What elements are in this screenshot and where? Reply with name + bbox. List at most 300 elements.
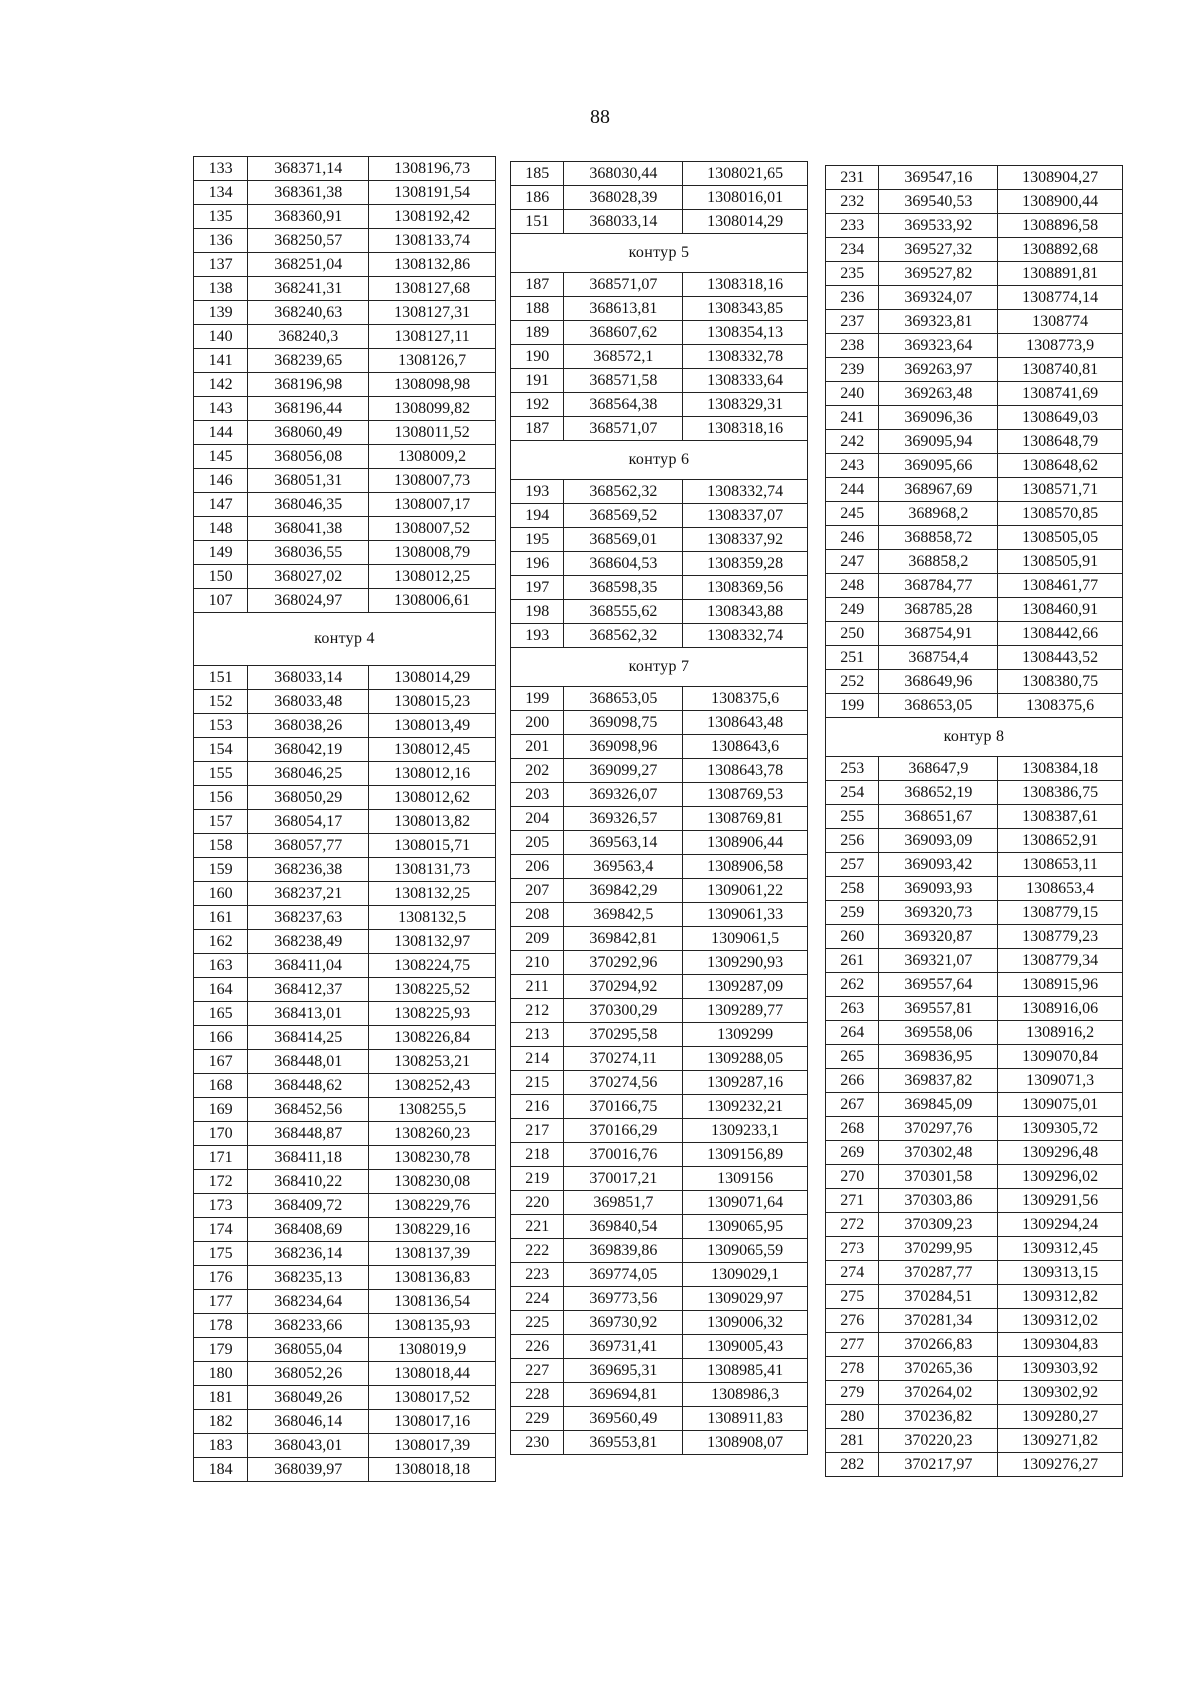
table-row bbox=[826, 925, 1123, 949]
table-row bbox=[511, 186, 808, 210]
y-coordinate: 1308648,79 bbox=[998, 430, 1123, 454]
x-coordinate: 368024,97 bbox=[248, 589, 369, 613]
y-coordinate: 1308015,71 bbox=[369, 834, 496, 858]
point-number: 241 bbox=[826, 406, 879, 430]
y-coordinate: 1309065,95 bbox=[683, 1215, 808, 1239]
point-number: 225 bbox=[511, 1311, 564, 1335]
table-row bbox=[511, 1143, 808, 1167]
x-coordinate: 368052,26 bbox=[248, 1362, 369, 1386]
point-number: 191 bbox=[511, 369, 564, 393]
table-row bbox=[194, 714, 496, 738]
y-coordinate: 1308017,39 bbox=[369, 1434, 496, 1458]
point-number: 260 bbox=[826, 925, 879, 949]
point-number: 278 bbox=[826, 1357, 879, 1381]
x-coordinate: 368564,38 bbox=[564, 393, 683, 417]
table-row bbox=[194, 1362, 496, 1386]
y-coordinate: 1309071,64 bbox=[683, 1191, 808, 1215]
point-number: 213 bbox=[511, 1023, 564, 1047]
y-coordinate: 1308643,48 bbox=[683, 711, 808, 735]
table-row bbox=[826, 1285, 1123, 1309]
table-row bbox=[826, 646, 1123, 670]
table-row bbox=[511, 600, 808, 624]
point-number: 168 bbox=[194, 1074, 248, 1098]
y-coordinate: 1308774,14 bbox=[998, 286, 1123, 310]
point-number: 203 bbox=[511, 783, 564, 807]
x-coordinate: 368413,01 bbox=[248, 1002, 369, 1026]
point-number: 224 bbox=[511, 1287, 564, 1311]
x-coordinate: 368569,52 bbox=[564, 504, 683, 528]
y-coordinate: 1308906,58 bbox=[683, 855, 808, 879]
table-row bbox=[826, 781, 1123, 805]
point-number: 230 bbox=[511, 1431, 564, 1455]
point-number: 193 bbox=[511, 480, 564, 504]
table-row bbox=[826, 1117, 1123, 1141]
x-coordinate: 370264,02 bbox=[879, 1381, 998, 1405]
point-number: 185 bbox=[511, 162, 564, 186]
point-number: 141 bbox=[194, 349, 248, 373]
x-coordinate: 368251,04 bbox=[248, 253, 369, 277]
y-coordinate: 1308892,68 bbox=[998, 238, 1123, 262]
x-coordinate: 368414,25 bbox=[248, 1026, 369, 1050]
y-coordinate: 1308318,16 bbox=[683, 273, 808, 297]
table-row bbox=[826, 757, 1123, 781]
point-number: 184 bbox=[194, 1458, 248, 1482]
point-number: 280 bbox=[826, 1405, 879, 1429]
x-coordinate: 368572,1 bbox=[564, 345, 683, 369]
y-coordinate: 1308224,75 bbox=[369, 954, 496, 978]
table-row bbox=[194, 1458, 496, 1482]
point-number: 139 bbox=[194, 301, 248, 325]
table-row bbox=[511, 1167, 808, 1191]
y-coordinate: 1308333,64 bbox=[683, 369, 808, 393]
y-coordinate: 1308252,43 bbox=[369, 1074, 496, 1098]
table-row bbox=[511, 393, 808, 417]
table-row bbox=[511, 1239, 808, 1263]
table-row bbox=[511, 321, 808, 345]
y-coordinate: 1308653,4 bbox=[998, 877, 1123, 901]
x-coordinate: 369553,81 bbox=[564, 1431, 683, 1455]
point-number: 190 bbox=[511, 345, 564, 369]
x-coordinate: 370303,86 bbox=[879, 1189, 998, 1213]
table-row bbox=[511, 1119, 808, 1143]
table-row bbox=[194, 493, 496, 517]
table-row bbox=[194, 930, 496, 954]
table-row bbox=[826, 1093, 1123, 1117]
table-row bbox=[194, 1026, 496, 1050]
y-coordinate: 1309029,97 bbox=[683, 1287, 808, 1311]
point-number: 166 bbox=[194, 1026, 248, 1050]
x-coordinate: 368562,32 bbox=[564, 624, 683, 648]
point-number: 195 bbox=[511, 528, 564, 552]
point-number: 251 bbox=[826, 646, 879, 670]
table-row bbox=[194, 1050, 496, 1074]
point-number: 202 bbox=[511, 759, 564, 783]
point-number: 216 bbox=[511, 1095, 564, 1119]
table-row bbox=[194, 1170, 496, 1194]
table-row bbox=[826, 973, 1123, 997]
point-number: 183 bbox=[194, 1434, 248, 1458]
y-coordinate: 1308369,56 bbox=[683, 576, 808, 600]
table-row bbox=[194, 373, 496, 397]
y-coordinate: 1309299 bbox=[683, 1023, 808, 1047]
x-coordinate: 368051,31 bbox=[248, 469, 369, 493]
table-row bbox=[826, 949, 1123, 973]
x-coordinate: 370300,29 bbox=[564, 999, 683, 1023]
y-coordinate: 1309276,27 bbox=[998, 1453, 1123, 1477]
y-coordinate: 1308191,54 bbox=[369, 181, 496, 205]
y-coordinate: 1308127,68 bbox=[369, 277, 496, 301]
x-coordinate: 369095,66 bbox=[879, 454, 998, 478]
table-row bbox=[826, 1213, 1123, 1237]
y-coordinate: 1308741,69 bbox=[998, 382, 1123, 406]
table-row bbox=[511, 855, 808, 879]
x-coordinate: 368408,69 bbox=[248, 1218, 369, 1242]
y-coordinate: 1308014,29 bbox=[683, 210, 808, 234]
y-coordinate: 1308337,07 bbox=[683, 504, 808, 528]
table-row bbox=[194, 157, 496, 181]
table-row bbox=[194, 301, 496, 325]
y-coordinate: 1308127,31 bbox=[369, 301, 496, 325]
x-coordinate: 369730,92 bbox=[564, 1311, 683, 1335]
point-number: 148 bbox=[194, 517, 248, 541]
x-coordinate: 368236,14 bbox=[248, 1242, 369, 1266]
y-coordinate: 1308386,75 bbox=[998, 781, 1123, 805]
y-coordinate: 1309303,92 bbox=[998, 1357, 1123, 1381]
point-number: 187 bbox=[511, 273, 564, 297]
table-row bbox=[194, 589, 496, 613]
x-coordinate: 368784,77 bbox=[879, 574, 998, 598]
y-coordinate: 1308131,73 bbox=[369, 858, 496, 882]
point-number: 250 bbox=[826, 622, 879, 646]
table-row bbox=[826, 1141, 1123, 1165]
x-coordinate: 368613,81 bbox=[564, 297, 683, 321]
x-coordinate: 369837,82 bbox=[879, 1069, 998, 1093]
point-number: 158 bbox=[194, 834, 248, 858]
y-coordinate: 1309289,77 bbox=[683, 999, 808, 1023]
point-number: 276 bbox=[826, 1309, 879, 1333]
point-number: 267 bbox=[826, 1093, 879, 1117]
point-number: 135 bbox=[194, 205, 248, 229]
point-number: 179 bbox=[194, 1338, 248, 1362]
x-coordinate: 368562,32 bbox=[564, 480, 683, 504]
table-row bbox=[511, 162, 808, 186]
point-number: 275 bbox=[826, 1285, 879, 1309]
x-coordinate: 368039,97 bbox=[248, 1458, 369, 1482]
point-number: 258 bbox=[826, 877, 879, 901]
coordinates-table bbox=[825, 165, 1123, 1477]
point-number: 180 bbox=[194, 1362, 248, 1386]
table-row bbox=[511, 687, 808, 711]
x-coordinate: 369557,64 bbox=[879, 973, 998, 997]
point-number: 163 bbox=[194, 954, 248, 978]
point-number: 263 bbox=[826, 997, 879, 1021]
y-coordinate: 1308021,65 bbox=[683, 162, 808, 186]
point-number: 156 bbox=[194, 786, 248, 810]
table-row bbox=[826, 1261, 1123, 1285]
x-coordinate: 370292,96 bbox=[564, 951, 683, 975]
point-number: 211 bbox=[511, 975, 564, 999]
table-row bbox=[511, 552, 808, 576]
point-number: 219 bbox=[511, 1167, 564, 1191]
x-coordinate: 369842,81 bbox=[564, 927, 683, 951]
contour-heading: контур 4 bbox=[194, 613, 496, 666]
x-coordinate: 370274,56 bbox=[564, 1071, 683, 1095]
y-coordinate: 1308196,73 bbox=[369, 157, 496, 181]
point-number: 142 bbox=[194, 373, 248, 397]
point-number: 170 bbox=[194, 1122, 248, 1146]
point-number: 273 bbox=[826, 1237, 879, 1261]
y-coordinate: 1308911,83 bbox=[683, 1407, 808, 1431]
point-number: 243 bbox=[826, 454, 879, 478]
x-coordinate: 368598,35 bbox=[564, 576, 683, 600]
point-number: 279 bbox=[826, 1381, 879, 1405]
y-coordinate: 1308229,16 bbox=[369, 1218, 496, 1242]
table-row bbox=[194, 1122, 496, 1146]
point-number: 151 bbox=[194, 666, 248, 690]
table-row bbox=[826, 805, 1123, 829]
point-number: 107 bbox=[194, 589, 248, 613]
table-row bbox=[826, 550, 1123, 574]
x-coordinate: 369851,7 bbox=[564, 1191, 683, 1215]
x-coordinate: 368647,9 bbox=[879, 757, 998, 781]
point-number: 199 bbox=[826, 694, 879, 718]
x-coordinate: 368240,63 bbox=[248, 301, 369, 325]
table-row bbox=[194, 469, 496, 493]
x-coordinate: 368452,56 bbox=[248, 1098, 369, 1122]
y-coordinate: 1308904,27 bbox=[998, 166, 1123, 190]
y-coordinate: 1308986,3 bbox=[683, 1383, 808, 1407]
table-row bbox=[194, 978, 496, 1002]
y-coordinate: 1308127,11 bbox=[369, 325, 496, 349]
table-row bbox=[511, 210, 808, 234]
y-coordinate: 1308133,74 bbox=[369, 229, 496, 253]
x-coordinate: 370017,21 bbox=[564, 1167, 683, 1191]
x-coordinate: 368411,18 bbox=[248, 1146, 369, 1170]
contour-heading-row bbox=[511, 234, 808, 273]
x-coordinate: 368241,31 bbox=[248, 277, 369, 301]
y-coordinate: 1309294,24 bbox=[998, 1213, 1123, 1237]
point-number: 240 bbox=[826, 382, 879, 406]
y-coordinate: 1309296,02 bbox=[998, 1165, 1123, 1189]
y-coordinate: 1308643,78 bbox=[683, 759, 808, 783]
x-coordinate: 368056,08 bbox=[248, 445, 369, 469]
x-coordinate: 368653,05 bbox=[879, 694, 998, 718]
table-row bbox=[194, 882, 496, 906]
point-number: 155 bbox=[194, 762, 248, 786]
y-coordinate: 1308016,01 bbox=[683, 186, 808, 210]
y-coordinate: 1308192,42 bbox=[369, 205, 496, 229]
point-number: 214 bbox=[511, 1047, 564, 1071]
point-number: 207 bbox=[511, 879, 564, 903]
table-row bbox=[511, 1407, 808, 1431]
y-coordinate: 1309075,01 bbox=[998, 1093, 1123, 1117]
table-row bbox=[194, 906, 496, 930]
table-row bbox=[511, 624, 808, 648]
coordinates-column-1 bbox=[193, 156, 496, 1482]
table-row bbox=[826, 622, 1123, 646]
contour-heading-row bbox=[511, 441, 808, 480]
x-coordinate: 370281,34 bbox=[879, 1309, 998, 1333]
y-coordinate: 1308225,93 bbox=[369, 1002, 496, 1026]
point-number: 178 bbox=[194, 1314, 248, 1338]
point-number: 246 bbox=[826, 526, 879, 550]
x-coordinate: 368239,65 bbox=[248, 349, 369, 373]
point-number: 206 bbox=[511, 855, 564, 879]
point-number: 221 bbox=[511, 1215, 564, 1239]
table-row bbox=[194, 541, 496, 565]
point-number: 164 bbox=[194, 978, 248, 1002]
table-row bbox=[194, 445, 496, 469]
y-coordinate: 1308779,23 bbox=[998, 925, 1123, 949]
table-row bbox=[511, 417, 808, 441]
x-coordinate: 368060,49 bbox=[248, 421, 369, 445]
table-row bbox=[194, 181, 496, 205]
point-number: 249 bbox=[826, 598, 879, 622]
x-coordinate: 368236,38 bbox=[248, 858, 369, 882]
y-coordinate: 1308017,52 bbox=[369, 1386, 496, 1410]
y-coordinate: 1308332,74 bbox=[683, 480, 808, 504]
table-row bbox=[194, 690, 496, 714]
x-coordinate: 370166,29 bbox=[564, 1119, 683, 1143]
x-coordinate: 368196,44 bbox=[248, 397, 369, 421]
point-number: 173 bbox=[194, 1194, 248, 1218]
point-number: 274 bbox=[826, 1261, 879, 1285]
point-number: 197 bbox=[511, 576, 564, 600]
table-row bbox=[826, 262, 1123, 286]
point-number: 270 bbox=[826, 1165, 879, 1189]
y-coordinate: 1308505,05 bbox=[998, 526, 1123, 550]
table-row bbox=[194, 397, 496, 421]
x-coordinate: 369527,32 bbox=[879, 238, 998, 262]
y-coordinate: 1308332,78 bbox=[683, 345, 808, 369]
x-coordinate: 368235,13 bbox=[248, 1266, 369, 1290]
y-coordinate: 1308137,39 bbox=[369, 1242, 496, 1266]
table-row bbox=[194, 421, 496, 445]
table-row bbox=[826, 829, 1123, 853]
y-coordinate: 1308253,21 bbox=[369, 1050, 496, 1074]
x-coordinate: 369099,27 bbox=[564, 759, 683, 783]
point-number: 239 bbox=[826, 358, 879, 382]
table-row bbox=[826, 502, 1123, 526]
y-coordinate: 1308915,96 bbox=[998, 973, 1123, 997]
x-coordinate: 369095,94 bbox=[879, 430, 998, 454]
x-coordinate: 369695,31 bbox=[564, 1359, 683, 1383]
point-number: 257 bbox=[826, 853, 879, 877]
point-number: 140 bbox=[194, 325, 248, 349]
x-coordinate: 368412,37 bbox=[248, 978, 369, 1002]
y-coordinate: 1308985,41 bbox=[683, 1359, 808, 1383]
y-coordinate: 1308769,53 bbox=[683, 783, 808, 807]
table-row bbox=[826, 901, 1123, 925]
table-row bbox=[511, 1383, 808, 1407]
x-coordinate: 368028,39 bbox=[564, 186, 683, 210]
table-row bbox=[511, 480, 808, 504]
table-row bbox=[194, 1218, 496, 1242]
x-coordinate: 369836,95 bbox=[879, 1045, 998, 1069]
x-coordinate: 368371,14 bbox=[248, 157, 369, 181]
table-row bbox=[194, 1314, 496, 1338]
point-number: 159 bbox=[194, 858, 248, 882]
point-number: 151 bbox=[511, 210, 564, 234]
x-coordinate: 368652,19 bbox=[879, 781, 998, 805]
y-coordinate: 1308773,9 bbox=[998, 334, 1123, 358]
x-coordinate: 368571,58 bbox=[564, 369, 683, 393]
table-row bbox=[511, 951, 808, 975]
point-number: 262 bbox=[826, 973, 879, 997]
point-number: 138 bbox=[194, 277, 248, 301]
point-number: 199 bbox=[511, 687, 564, 711]
y-coordinate: 1309233,1 bbox=[683, 1119, 808, 1143]
x-coordinate: 370297,76 bbox=[879, 1117, 998, 1141]
point-number: 182 bbox=[194, 1410, 248, 1434]
point-number: 152 bbox=[194, 690, 248, 714]
point-number: 229 bbox=[511, 1407, 564, 1431]
table-row bbox=[826, 1045, 1123, 1069]
table-row bbox=[194, 205, 496, 229]
y-coordinate: 1308007,73 bbox=[369, 469, 496, 493]
y-coordinate: 1308126,7 bbox=[369, 349, 496, 373]
table-row bbox=[511, 759, 808, 783]
x-coordinate: 370266,83 bbox=[879, 1333, 998, 1357]
point-number: 204 bbox=[511, 807, 564, 831]
contour-heading: контур 7 bbox=[511, 648, 808, 687]
y-coordinate: 1309287,16 bbox=[683, 1071, 808, 1095]
table-row bbox=[194, 565, 496, 589]
point-number: 133 bbox=[194, 157, 248, 181]
y-coordinate: 1308229,76 bbox=[369, 1194, 496, 1218]
point-number: 248 bbox=[826, 574, 879, 598]
x-coordinate: 368448,87 bbox=[248, 1122, 369, 1146]
point-number: 277 bbox=[826, 1333, 879, 1357]
table-row bbox=[511, 879, 808, 903]
point-number: 189 bbox=[511, 321, 564, 345]
x-coordinate: 368411,04 bbox=[248, 954, 369, 978]
contour-heading: контур 5 bbox=[511, 234, 808, 273]
x-coordinate: 369527,82 bbox=[879, 262, 998, 286]
contour-heading-row bbox=[511, 648, 808, 687]
table-row bbox=[194, 786, 496, 810]
point-number: 209 bbox=[511, 927, 564, 951]
x-coordinate: 368967,69 bbox=[879, 478, 998, 502]
x-coordinate: 368250,57 bbox=[248, 229, 369, 253]
point-number: 228 bbox=[511, 1383, 564, 1407]
x-coordinate: 369558,06 bbox=[879, 1021, 998, 1045]
y-coordinate: 1308008,79 bbox=[369, 541, 496, 565]
point-number: 187 bbox=[511, 417, 564, 441]
point-number: 196 bbox=[511, 552, 564, 576]
x-coordinate: 368858,2 bbox=[879, 550, 998, 574]
table-row bbox=[194, 253, 496, 277]
point-number: 222 bbox=[511, 1239, 564, 1263]
x-coordinate: 368571,07 bbox=[564, 273, 683, 297]
x-coordinate: 369326,07 bbox=[564, 783, 683, 807]
table-row bbox=[826, 1405, 1123, 1429]
y-coordinate: 1309029,1 bbox=[683, 1263, 808, 1287]
x-coordinate: 368238,49 bbox=[248, 930, 369, 954]
table-row bbox=[194, 1146, 496, 1170]
y-coordinate: 1309280,27 bbox=[998, 1405, 1123, 1429]
table-row bbox=[511, 297, 808, 321]
table-row bbox=[194, 325, 496, 349]
y-coordinate: 1308505,91 bbox=[998, 550, 1123, 574]
x-coordinate: 368785,28 bbox=[879, 598, 998, 622]
table-row bbox=[511, 504, 808, 528]
x-coordinate: 368046,14 bbox=[248, 1410, 369, 1434]
table-row bbox=[511, 1287, 808, 1311]
y-coordinate: 1309005,43 bbox=[683, 1335, 808, 1359]
point-number: 161 bbox=[194, 906, 248, 930]
y-coordinate: 1308461,77 bbox=[998, 574, 1123, 598]
